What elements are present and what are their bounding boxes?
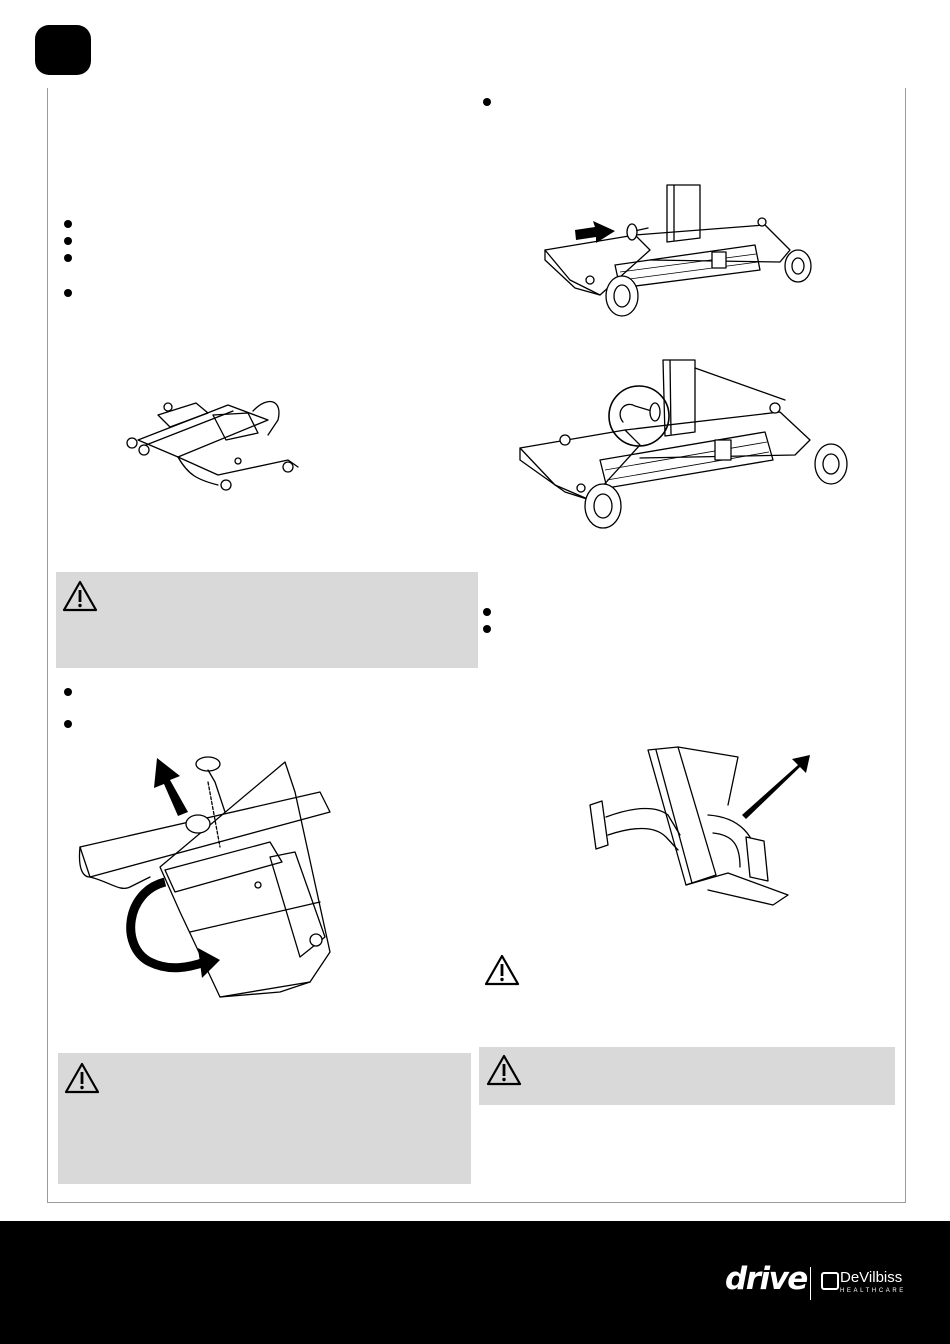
bullet-icon [483,625,491,633]
handle-attach-figure [578,745,818,910]
bullet-icon [483,98,491,106]
bullet-icon [483,608,491,616]
warning-box [58,1053,471,1184]
base-pin-insert-figure [540,180,830,325]
bullet-icon [64,220,72,228]
bullet-icon [64,688,72,696]
logo-separator [810,1267,811,1300]
warning-triangle-icon [62,580,98,612]
drive-logo: drive [725,1261,807,1297]
warning-triangle-icon [484,954,520,986]
devilbiss-subtitle: HEALTHCARE [840,1288,906,1294]
warning-box [56,572,478,668]
bullet-icon [64,237,72,245]
pin-release-figure [70,752,360,1002]
warning-box [479,1047,895,1105]
bullet-icon [64,289,72,297]
bullet-icon [64,254,72,262]
section-number-badge [35,25,91,75]
base-pin-locked-figure [515,360,855,530]
bullet-icon [64,720,72,728]
folded-lift-figure [118,385,308,495]
footer-bar [0,1221,950,1344]
warning-triangle-icon [486,1054,522,1086]
warning-triangle-icon [64,1062,100,1094]
devilbiss-mark-icon [821,1272,839,1290]
devilbiss-logo: DeVilbiss [840,1269,903,1286]
